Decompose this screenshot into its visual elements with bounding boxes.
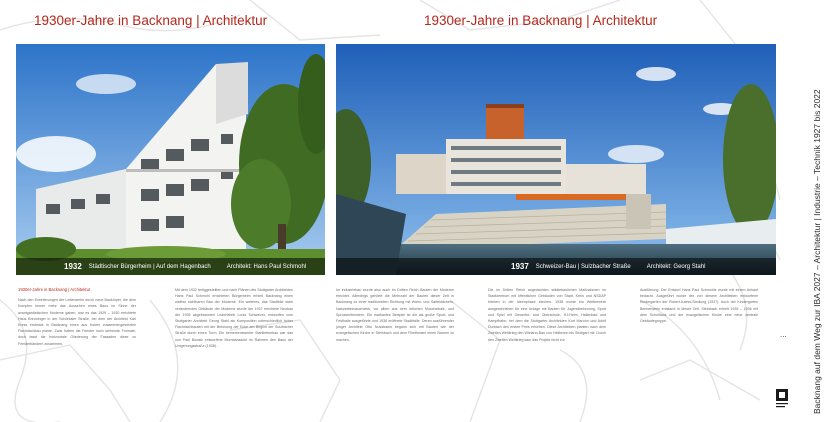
photo-buergerheim [16, 44, 325, 275]
caption-year: 1932 [64, 262, 82, 271]
caption-place: Städtischer Bürgerheim | Auf dem Hagenbach [88, 263, 211, 270]
column-text: Die im Dritten Reich angedachten städtebaulichen Maßnahmen im Stadtzentrum mit öffentlichen Gebäuden von Stadt, Kreis und NSDAP blieben in der Ideenphase stecken. 1938 wurde ein Wettbewerb ausgeschrieben für eine Anlage mit Bauten für Jugendbetreuung, Sport und Spiel mit Gewerbe- und Oberschule, HJ-Heim, Hallenbad und Kampfbahn, bei dem die Stuttgarter Architekten Kurt Marohn und Adolf Durbach den ersten Preis erhielten. Diese Architekten planten nach dem Zweiten Weltkrieg den Wieland-Bau von Heilbronn bis Stuttgart mit. Durch den Zweiten Weltkrieg kam das Projekt nicht zur [488, 288, 606, 342]
text-column-2 [175, 287, 293, 349]
text-column-2 [488, 287, 606, 343]
text-column-3 [640, 287, 758, 324]
series-title: Backnang auf dem Weg zur IBA 2027 – Architektur | Industrie – Technik 1927 bis 2022 [812, 89, 822, 414]
column-text: Ausführung. Der Entwurf Hans Paul Schmohls wurde mit einem Ankauf bedacht. Ausgeführt wurde der von diesem Architekten entworfene Kindergarten der Robert-Kaess-Siedlung (1937). Auch der Kindergarten Bennenstein entstand in dieser Zeit. Steinbach erhielt 1935 – 1936 mit dem Schulhaus und der evangelischen Kirche eine neue zentrale Gebäudegruppe. [640, 288, 758, 324]
page-title: 1930er-Jahre in Backnang | Architektur [34, 13, 268, 28]
column-text: Im Industriebau wurde also auch im Dritten Reich Bauten der Moderne errichtet. Allerdings gehörte die Mehrzahl der Bauten dieser Zeit in Backnang zu einer traditionellen Richtung mit Walm- und Satteldächern, Natursteinmauerwerk, vor allem aus dem örtlichen Muschelkalk, und Sprossenfenstern. Ein markantes Beispiel ist die als große Sport- und Festhalle ausgeführte und 1938 eröffnete Stadthalle. Deren ausführender junger Architekt Otto Nussbaum begann sich mit Bauten wie der evangelischen Kirche in Steinbach und dem Filmtheater einen Namen zu machen. [336, 288, 454, 342]
more-dots: ... [780, 330, 787, 339]
caption-year: 1937 [511, 262, 529, 271]
caption-architect: Architekt: Hans Paul Schmohl [226, 263, 307, 270]
column-text: Mit dem 1932 fertiggestellten und nach Plänen des Stuttgarter Architekten Hans Paul Schmohl errichteten Bürgerheim erhielt Backnang einen weithin sichtbaren Bau der Moderne. Ein weiteres, das Stadtbild stark veränderndes Gebäude der Moderne wurde der 1937 errichtete Neubau der 1935 abgebrannten Lederfabrik Louis Schweizer, entworfen vom Stuttgarter Architekt Georg Stahl als Komposition unterschiedlich hoher Flachdachbauten mit der Betonung der Ecke am Beginn der Sulzbacher Straße durch einen Turm. Ein bemerkenswerter Stahlbetonbau war das von Paul Bonatz entworfene Murrtalviadukt im Rahmen des Baus der Umgehungsstraße (1938). [175, 288, 293, 348]
text-column-1 [18, 287, 136, 347]
right-page [336, 0, 824, 422]
photo-schweizer-bau [336, 44, 776, 275]
series-sidebar [804, 22, 820, 414]
caption-place: Schweizer-Bau | Sulzbacher Straße [535, 263, 631, 270]
schweizer-bau-photo-image [336, 44, 776, 275]
caption-architect: Architekt: Georg Stahl [646, 263, 706, 270]
section-heading: 1930er-Jahre in Backnang | Architektur [18, 287, 91, 292]
photo-caption [16, 258, 325, 275]
photo-caption [336, 258, 776, 275]
city-logo-icon [775, 388, 789, 410]
buergerheim-photo-image [16, 44, 325, 275]
page-title: 1930er-Jahre in Backnang | Architektur [424, 13, 658, 28]
column-text: Nach den Erweiterungen der Lederwerke durch neue Baukörper, die dem Komplex immer mehr das Aussehen eines Baus im Sinne der avantgardistischen Moderne gaben, war es das 1929 – 1930 errichtete Haus Breuninger in der Schöntaler Straße, bei dem der Architekt Karl Kress erstmals in Backnang einen aus Kuben zusammengesetzten Flachdachbau plante. Zwar haben die Fenster noch stehende Formate, doch fasst die horizontale Gliederung der Fassaden diese zu Fensterbändern zusammen. [18, 298, 136, 346]
text-column-1 [336, 287, 454, 343]
